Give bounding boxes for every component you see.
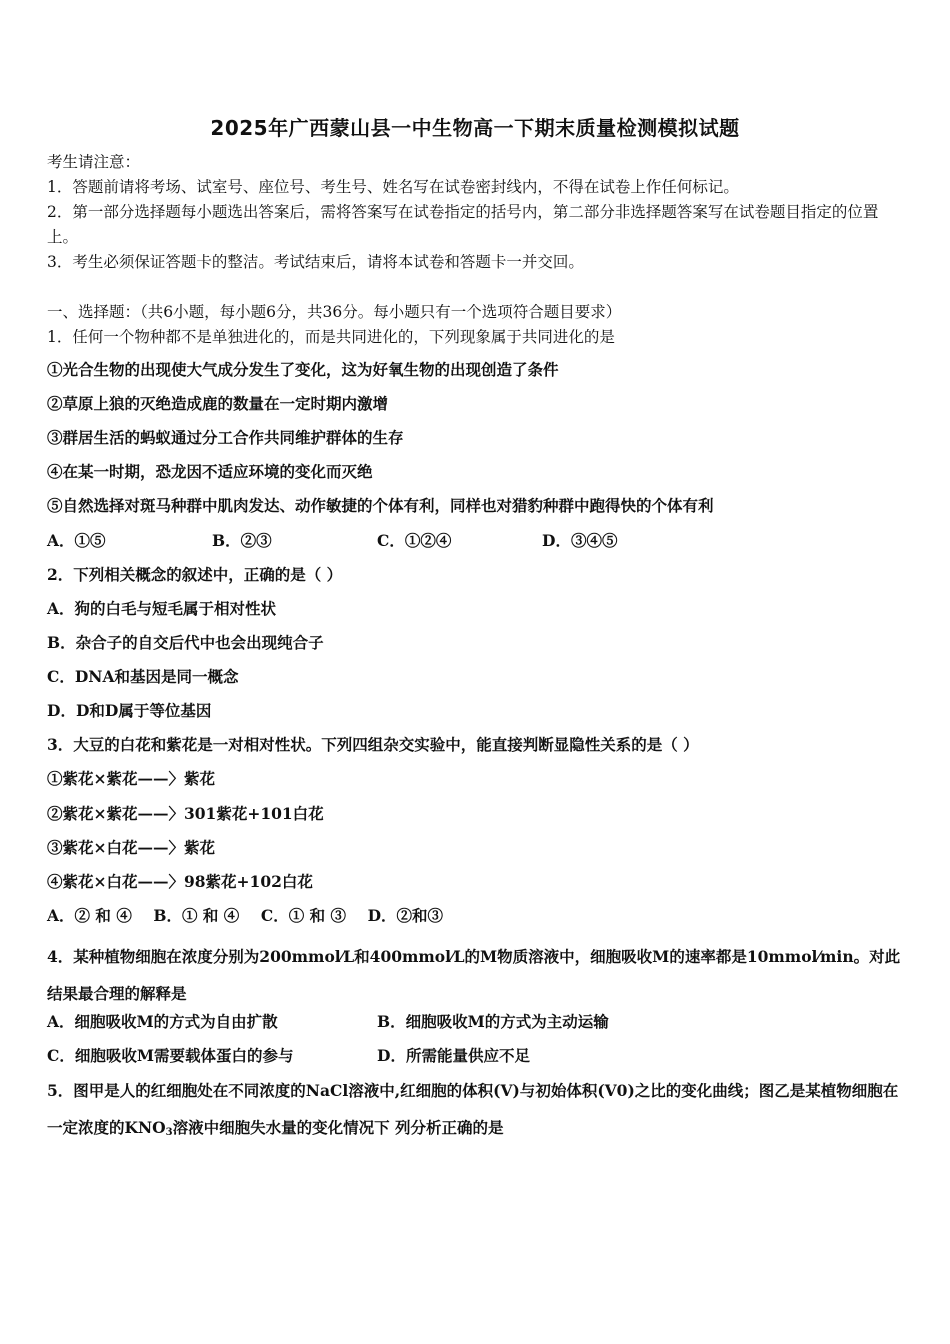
- question-4-option-b[interactable]: B．细胞吸收M的方式为主动运输: [377, 1012, 609, 1031]
- question-1-item: ①光合生物的出现使大气成分发生了变化，这为好氧生物的出现创造了条件: [47, 360, 559, 379]
- question-1-stem: 1．任何一个物种都不是单独进化的，而是共同进化的，下列现象属于共同进化的是: [47, 328, 615, 346]
- question-3-item: ④紫花×白花——〉98紫花+102白花: [47, 872, 313, 891]
- question-3-item: ①紫花×紫花——〉紫花: [47, 769, 215, 788]
- page-title: 2025年广西蒙山县一中生物高一下期末质量检测模拟试题: [210, 116, 740, 140]
- notice-item: 3．考生必须保证答题卡的整洁。考试结束后，请将本试卷和答题卡一并交回。: [47, 253, 584, 271]
- question-3-options[interactable]: A．② 和 ④ B．① 和 ④ C．① 和 ③ D．②和③: [47, 906, 444, 925]
- question-1-option-a[interactable]: A．①⑤: [47, 531, 106, 550]
- question-4-option-a[interactable]: A．细胞吸收M的方式为自由扩散: [47, 1012, 278, 1031]
- question-3-stem: 3．大豆的白花和紫花是一对相对性状。下列四组杂交实验中，能直接判断显隐性关系的是（ ）: [47, 735, 699, 754]
- notice-item: 2．第一部分选择题每小题选出答案后，需将答案写在试卷指定的括号内，第二部分非选择题答案写在试卷题目指定的位置上。: [47, 203, 879, 246]
- notice-heading: 考生请注意：: [47, 153, 141, 171]
- question-5-stem-part1: 5．图甲是人的红细胞处在不同浓度的NaCl溶液中,红细胞的体积(V)与初始体积(V0)之比的变化曲线；图乙是某植物细胞在一定浓度的KNO: [47, 1081, 899, 1137]
- question-1-option-d[interactable]: D．③④⑤: [542, 531, 618, 550]
- notice-item: 1．答题前请将考场、试室号、座位号、考生号、姓名写在试卷密封线内，不得在试卷上作任何标记。: [47, 178, 739, 196]
- question-5-stem-part2: 溶液中细胞失水量的变化情况下 列分析正确的是: [172, 1118, 504, 1137]
- question-4-stem: 4．某种植物细胞在浓度分别为200mmol⁄L和400mmol⁄L的M物质溶液中，细胞吸收M的速率都是10mmol⁄min。对此结果最合理的解释是: [47, 947, 901, 1003]
- question-4-option-c[interactable]: C．细胞吸收M需要载体蛋白的参与: [47, 1046, 294, 1065]
- question-2-option-a[interactable]: A．狗的白毛与短毛属于相对性状: [47, 599, 277, 618]
- question-2-option-c[interactable]: C．DNA和基因是同一概念: [47, 667, 239, 686]
- section-heading: 一、选择题：（共6小题，每小题6分，共36分。每小题只有一个选项符合题目要求）: [47, 303, 622, 321]
- question-3-item: ②紫花×紫花——〉301紫花+101白花: [47, 804, 324, 823]
- question-1-item: ④在某一时期，恐龙因不适应环境的变化而灭绝: [47, 462, 373, 481]
- question-2-option-d[interactable]: D．D和D属于等位基因: [47, 701, 212, 720]
- question-1-item: ⑤自然选择对斑马种群中肌肉发达、动作敏捷的个体有利，同样也对猎豹种群中跑得快的个体有利: [47, 496, 714, 515]
- question-1-option-c[interactable]: C．①②④: [377, 531, 452, 550]
- question-1-item: ②草原上狼的灭绝造成鹿的数量在一定时期内激增: [47, 394, 389, 413]
- question-4-option-d[interactable]: D．所需能量供应不足: [377, 1046, 530, 1065]
- question-2-option-b[interactable]: B．杂合子的自交后代中也会出现纯合子: [47, 633, 324, 652]
- question-3-item: ③紫花×白花——〉紫花: [47, 838, 215, 857]
- question-1-item: ③群居生活的蚂蚁通过分工合作共同维护群体的生存: [47, 428, 404, 447]
- question-2-stem: 2．下列相关概念的叙述中，正确的是（ ）: [47, 565, 343, 584]
- question-1-option-b[interactable]: B．②③: [212, 531, 272, 550]
- question-5-stem: [47, 1072, 903, 1151]
- question-5-stem-subscript: 3: [165, 1127, 173, 1138]
